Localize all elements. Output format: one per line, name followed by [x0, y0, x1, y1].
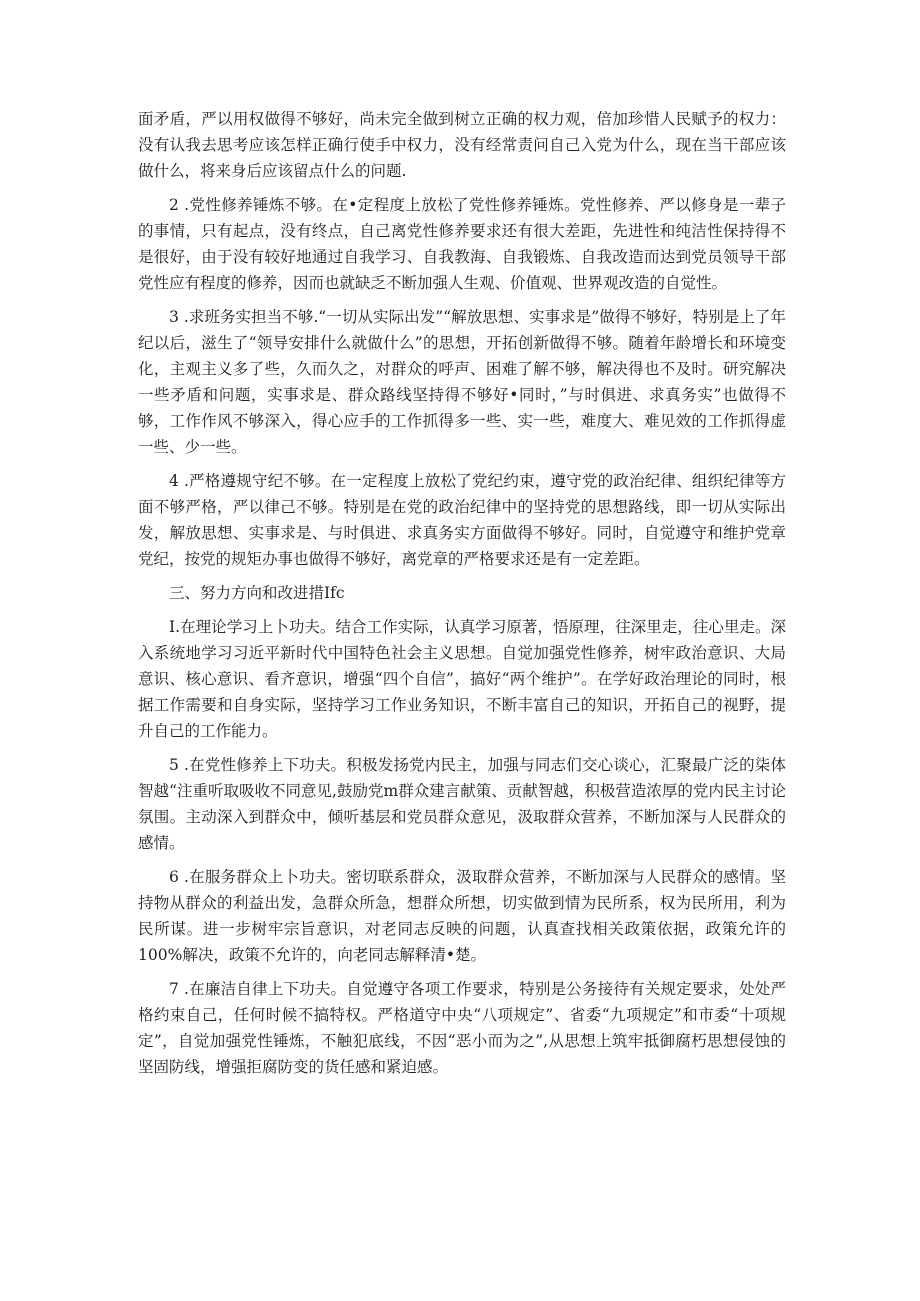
paragraph-item-3: 3 .求班务实担当不够.“一切从实际出发”“解放思想、实事求是”做得不够好，特别是上了年纪以后，滋生了“领导安排什么就做什么”的思想，开拓创新做得不够。随着年龄增长和环境变化，主观主义多了些，久而久之，对群众的呼声、困难了解不够，解决得也不及时。研究解决一些矛盾和问题，实事求是、群众路线坚持得不够好•同时，”与时俱进、求真务实”也做得不够，工作作风不够深入，得心应手的工作抓得多一些、实一些，难度大、难见效的工作抓得虚一些、少一些。: [138, 308, 786, 456]
paragraph-item-2: 2 .党性修养锤炼不够。在•定程度上放松了党性修养锤炼。党性修养、严以修身是一辈子的事情，只有起点，没有终点，自己离党性修养要求还有很大差距，先进性和纯洁性保持得不是很好，由于没有较好地通过自我学习、自我教海、自我锻炼、自我改造而达到党员领导干部党性应有程度的修养，因而也就缺乏不断加强人生观、价值观、世界观改造的自觉性。: [138, 196, 786, 292]
section-heading: 三、努力方向和改进措Ifc: [169, 584, 345, 602]
document-page: [138, 106, 786, 1088]
paragraph-item-4: 4 .严格遵规守纪不够。在一定程度上放松了党纪约束，遵守党的政治纪律、组织纪律等方面不够严格，严以律己不够。特别是在党的政治纪律中的坚持党的思想路线，即一切从实际出发，解放思想、实事求是、与时俱进、求真务实方面做得不够好。同时，自觉遵守和维护党章党纪，按党的规矩办事也做得不够好，离党章的严格要求还是有一定差距。: [138, 472, 786, 568]
paragraph-measure-7: 7 .在廉洁自律上下功夫。自觉遵守各项工作要求，特别是公务接待有关规定要求，处处严格约束自己，任何时候不搞特权。严格道守中央“八项规定”、省委“九项规定”和市委“十项规定”，自觉加强党性锤炼，不触犯底线，不因“恶小而为之”,从思想上筑牢抵御腐朽思想侵蚀的坚固防线，增强拒腐防变的货任感和紧迫感。: [138, 980, 786, 1076]
paragraph-measure-5: 5 .在党性修养上下功夫。积极发扬党内民主，加强与同志们交心谈心，汇聚最广泛的柒体智越“注重听取吸收不同意见,鼓励党m群众建言献策、贡献智越，积极营造浓厚的党内民主讨论氛围。主动深入到群众中，倾听基层和党员群众意见，汲取群众营养，不断加深与人民群众的感情。: [138, 756, 786, 852]
paragraph-measure-6: 6 .在服务群众上卜功夫。密切联系群众，汲取群众营养，不断加深与人民群众的感情。坚持物从群众的利益出发，急群众所急，想群众所想，切实做到情为民所系，权为民所用，利为民所谋。进一步树牢宗旨意识，对老同志反映的问题，认真查找相关政策依据，政策允许的100%解决，政策不允许的，向老同志解释清•楚。: [138, 868, 786, 964]
paragraph-measure-1: I.在理论学习上卜功夫。结合工作实际，认真学习原著，悟原理，往深里走，往心里走。深入系统地学习习近平新时代中国特色社会主义思想。自觉加强党性修养，树牢政治意识、大局意识、核心意识、看齐意识，增强“四个自信”，搞好“两个维护”。在学好政治理论的同时，根据工作需要和自身实际，坚持学习工作业务知识，不断丰富自己的知识，开拓自己的视野，提升自己的工作能力。: [138, 618, 786, 740]
paragraph-continuation: 面矛盾，严以用权做得不够好，尚未完全做到树立正确的权力观，倍加珍惜人民赋予的权力：没有认我去思考应该怎样正确行使手中权力，没有经常责问自己入党为什么，现在当干部应该做什么，将来身后应该留点什么的问题.: [138, 110, 786, 180]
